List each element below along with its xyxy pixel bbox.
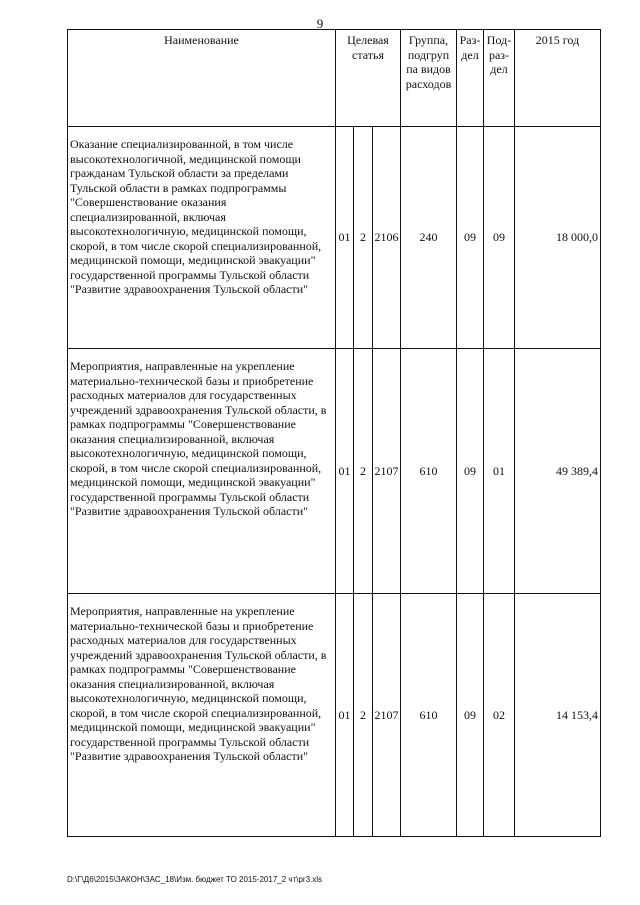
group-code: 610 xyxy=(401,594,457,837)
row-name: Мероприятия, направленные на укрепление материально-технической базы и приобретение расходных материалов для государственных учреждений здравоохранения Тульской области, в рамках подпрограммы "Совершенствование оказания специализированной, включая высокотехнологичную, медицинской помощи, скорой, в том числе скорой специализированной, медицинской помощи, медицинской эвакуации" государственной программы Тульской области "Развитие здравоохранения Тульской области" xyxy=(68,594,336,837)
target-code-b: 2 xyxy=(354,127,373,349)
header-target: Целевая статья xyxy=(336,30,401,127)
row-name: Оказание специализированной, в том числе высокотехнологичной, медицинской помощи гражданам Тульской области за пределами Тульской области в рамках подпрограммы "Совершенствование оказания специализированной, включая высокотехнологичную, медицинской помощи, скорой, в том числе скорой специализированной, медицинской помощи, медицинской эвакуации" государственной программы Тульской области "Развитие здравоохранения Тульской области" xyxy=(68,127,336,349)
table-row xyxy=(68,349,601,594)
target-code-a: 01 xyxy=(336,594,354,837)
table-header-row xyxy=(68,30,601,127)
header-razdel: Раз- дел xyxy=(457,30,484,127)
razdel-code: 09 xyxy=(457,127,484,349)
header-year: 2015 год xyxy=(515,30,601,127)
razdel-code: 09 xyxy=(457,594,484,837)
target-code-c: 2107 xyxy=(373,594,401,837)
podrazdel-code: 01 xyxy=(484,349,515,594)
target-code-a: 01 xyxy=(336,127,354,349)
target-code-c: 2107 xyxy=(373,349,401,594)
amount-2015: 14 153,4 xyxy=(515,594,601,837)
table-row xyxy=(68,594,601,837)
row-name: Мероприятия, направленные на укрепление материально-технической базы и приобретение расходных материалов для государственных учреждений здравоохранения Тульской области, в рамках подпрограммы "Совершенствование оказания специализированной, включая высокотехнологичную, медицинской помощи, скорой, в том числе скорой специализированной, медицинской помощи, медицинской эвакуации" государственной программы Тульской области "Развитие здравоохранения Тульской области" xyxy=(68,349,336,594)
podrazdel-code: 02 xyxy=(484,594,515,837)
target-code-c: 2106 xyxy=(373,127,401,349)
group-code: 610 xyxy=(401,349,457,594)
header-name: Наименование xyxy=(68,30,336,127)
budget-table xyxy=(67,29,601,837)
header-group: Группа, подгруп па видов расходов xyxy=(401,30,457,127)
amount-2015: 49 389,4 xyxy=(515,349,601,594)
target-code-b: 2 xyxy=(354,349,373,594)
table-row xyxy=(68,127,601,349)
page-number: 9 xyxy=(316,16,324,31)
razdel-code: 09 xyxy=(457,349,484,594)
group-code: 240 xyxy=(401,127,457,349)
target-code-a: 01 xyxy=(336,349,354,594)
target-code-b: 2 xyxy=(354,594,373,837)
amount-2015: 18 000,0 xyxy=(515,127,601,349)
file-path-footer: D:\Г\Д6\2015\ЗАКОН\ЗАС_18\Изм. бюджет ТО 2015-2017_2 чт\pr3.xls xyxy=(67,875,323,884)
header-podrazdel: Под- раз- дел xyxy=(484,30,515,127)
podrazdel-code: 09 xyxy=(484,127,515,349)
